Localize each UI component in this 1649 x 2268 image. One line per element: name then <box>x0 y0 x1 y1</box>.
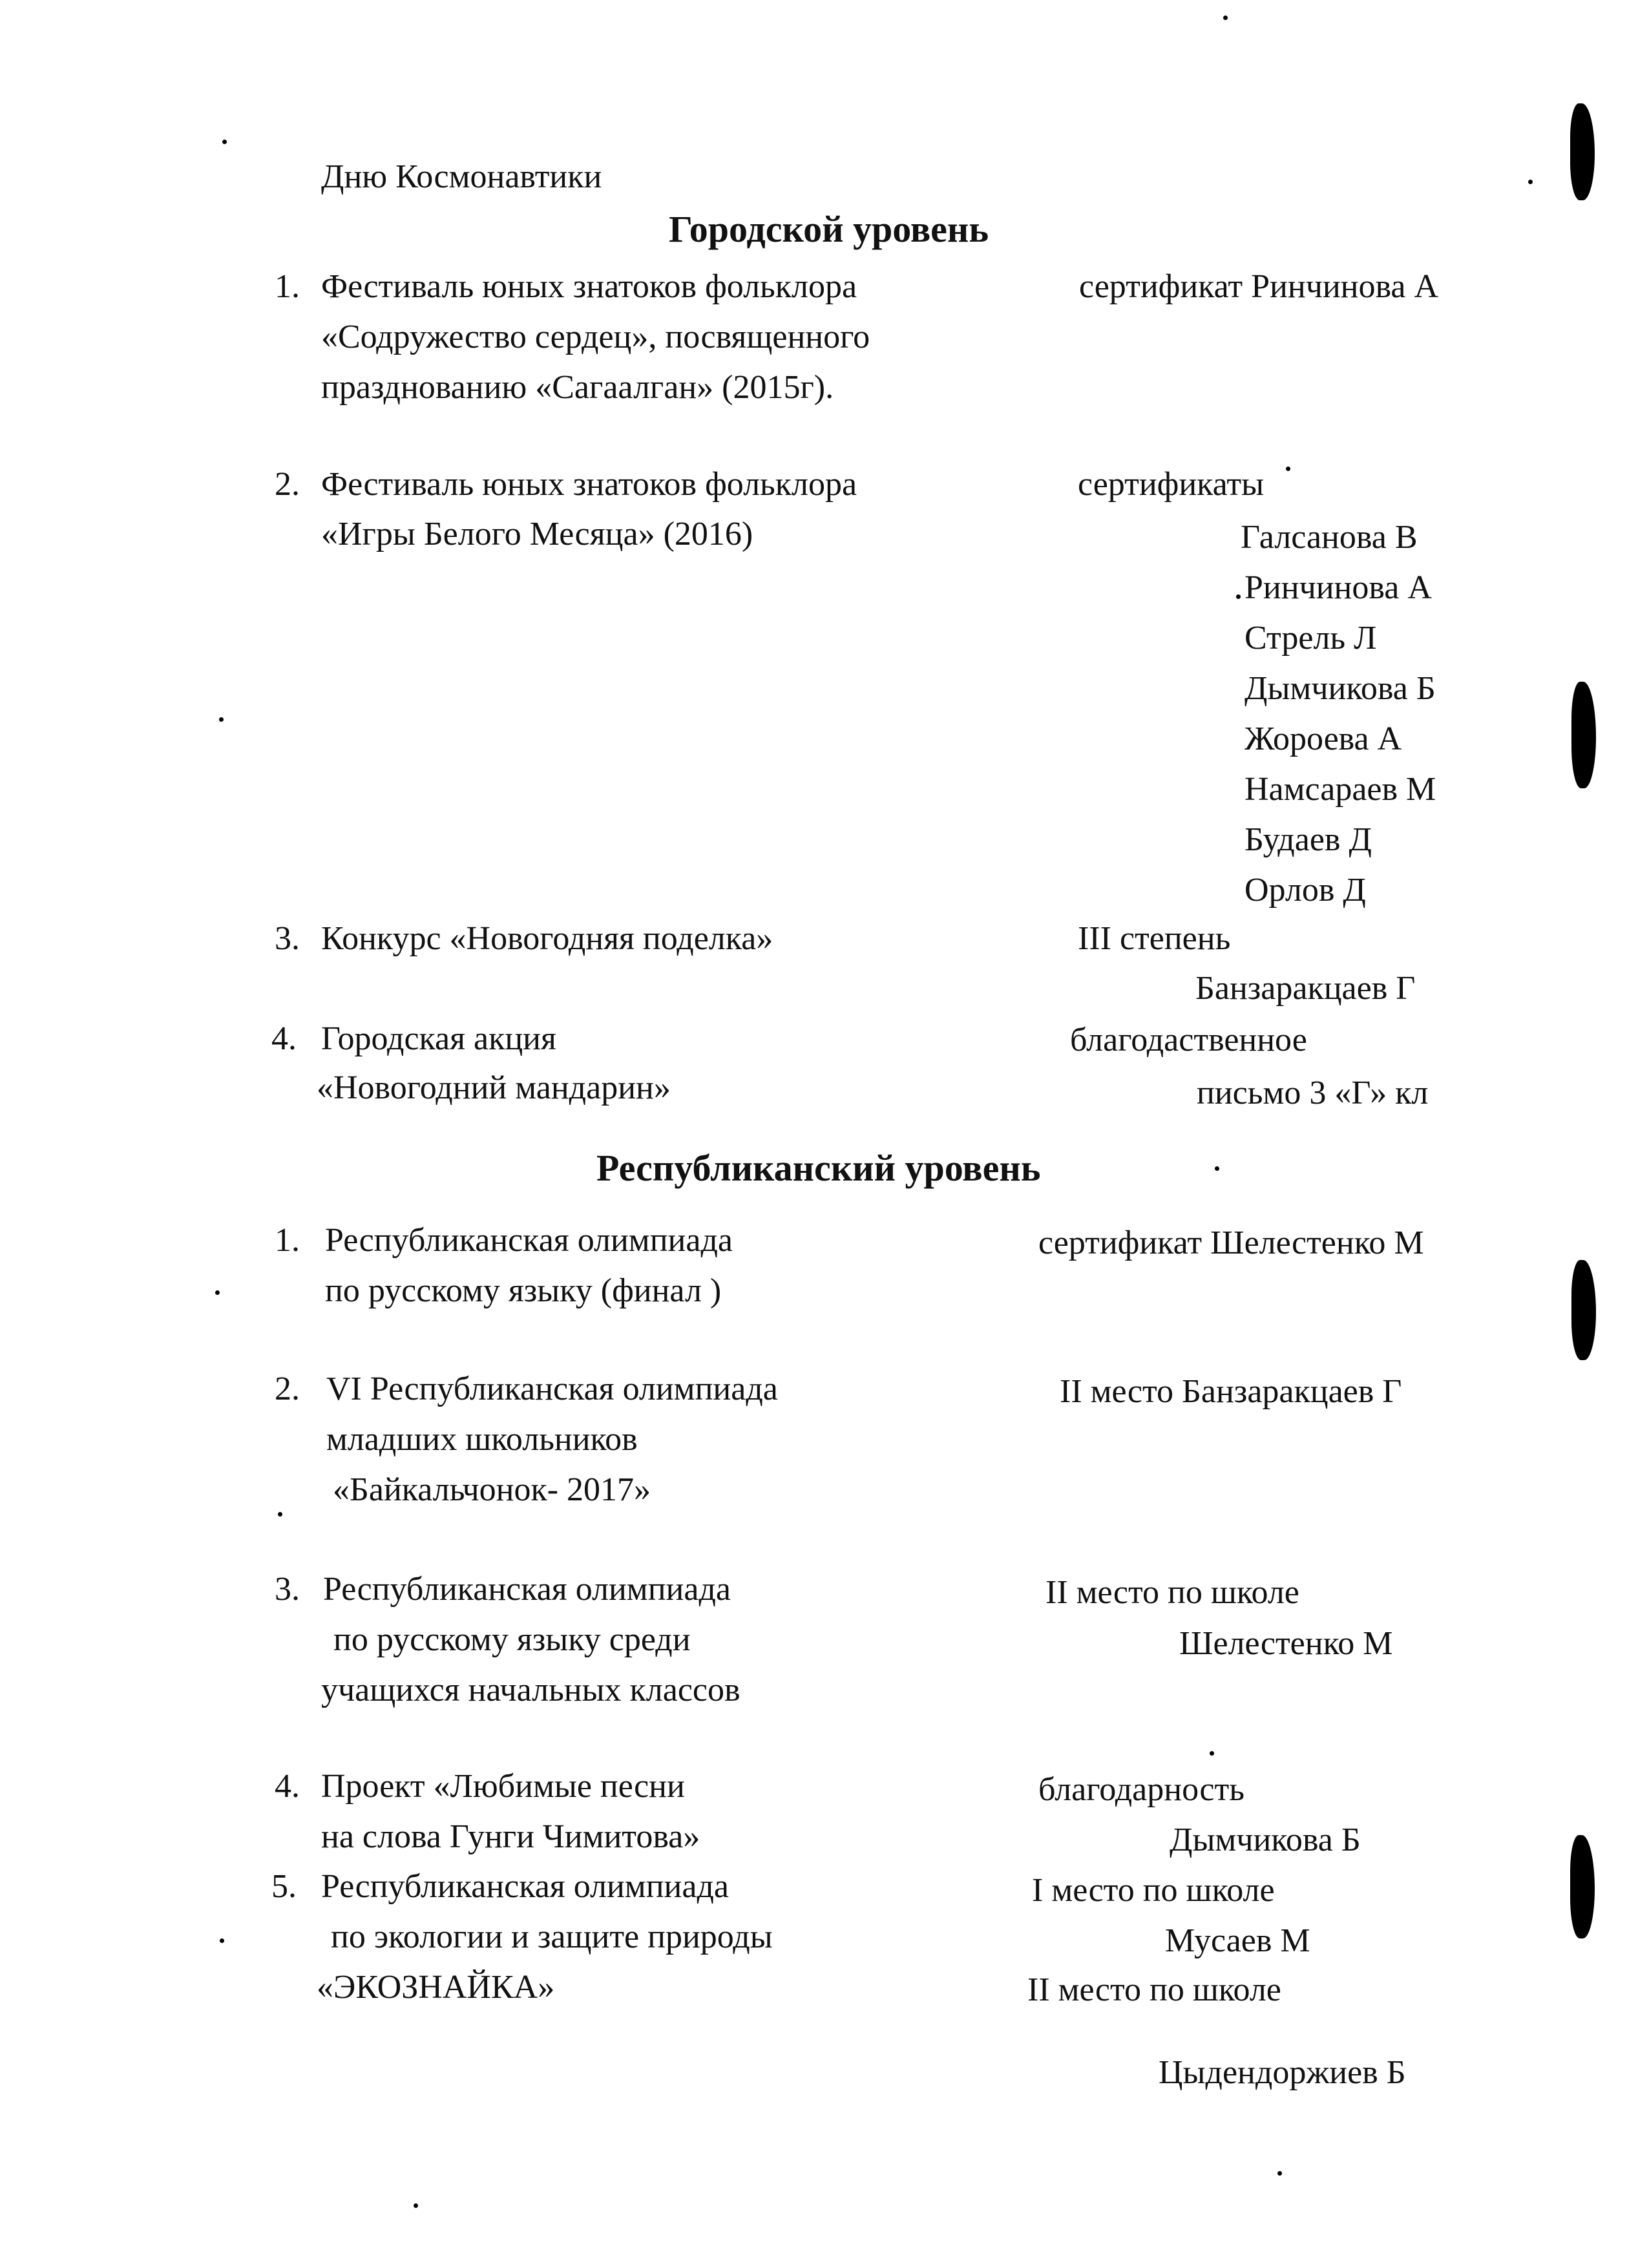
item-number: 2. <box>275 466 300 503</box>
section-heading-city: Городской уровень <box>669 208 989 250</box>
item-result-line: III степень <box>1078 920 1231 957</box>
scan-speck <box>1223 16 1228 20</box>
item-number: 2. <box>275 1370 300 1407</box>
item-result-line: Цыдендоржиев Б <box>1159 2054 1406 2091</box>
item-title-line: по русскому языку (финал ) <box>325 1272 722 1309</box>
item-title-line: Республиканская олимпиада <box>323 1571 731 1608</box>
item-title-line: учащихся начальных классов <box>321 1672 740 1708</box>
scan-speck <box>1286 467 1290 471</box>
item-title-line: «Содружество сердец», посвященного <box>321 319 870 355</box>
item-result-line: Мусаев М <box>1165 1922 1310 1959</box>
scan-speck <box>1277 2171 1282 2176</box>
item-number: 1. <box>275 1222 300 1259</box>
item-title-line: Городская акция <box>321 1020 556 1057</box>
item-title-line: «Байкальчонок- 2017» <box>333 1471 651 1508</box>
intro-line: Дню Космонавтики <box>321 158 602 195</box>
item-result-line: II место Банзаракцаев Г <box>1060 1373 1402 1410</box>
item-number: 4. <box>275 1768 300 1805</box>
binder-hole-mark <box>1571 682 1596 788</box>
binder-hole-mark <box>1571 1260 1596 1360</box>
item-result-line: Орлов Д <box>1245 872 1366 908</box>
item-title-line: Фестиваль юных знатоков фольклора <box>321 466 857 503</box>
item-title-line: празднованию «Сагаалган» (2015г). <box>321 369 834 406</box>
item-result-line: благодаственное <box>1070 1022 1307 1058</box>
item-result-line: II место по школе <box>1027 1971 1281 2008</box>
item-result-line: Банзаракцаев Г <box>1195 970 1416 1007</box>
scan-speck <box>219 717 224 722</box>
item-result-line: Ринчинова А <box>1245 569 1432 606</box>
item-result-line: Намсараев М <box>1245 771 1436 808</box>
item-title-line: по русскому языку среди <box>333 1621 691 1658</box>
scan-speck <box>278 1512 282 1517</box>
item-title-line: Проект «Любимые песни <box>321 1768 685 1805</box>
binder-hole-mark <box>1570 103 1595 200</box>
item-number: 3. <box>275 920 300 957</box>
item-result-line: I место по школе <box>1032 1872 1275 1909</box>
item-number: 1. <box>275 268 300 305</box>
item-number: 4. <box>271 1020 297 1057</box>
item-result-line: Будаев Д <box>1245 821 1372 858</box>
scan-speck <box>220 1938 224 1943</box>
scan-speck <box>215 1290 220 1295</box>
item-result-line: Галсанова В <box>1241 519 1418 556</box>
scan-speck <box>1210 1751 1214 1756</box>
item-result-line: II место по школе <box>1045 1574 1299 1611</box>
item-title-line: Республиканская олимпиада <box>325 1222 733 1259</box>
item-result-line: Стрель Л <box>1245 620 1377 656</box>
item-title-line: VI Республиканская олимпиада <box>326 1370 778 1407</box>
scan-speck <box>1215 1166 1219 1171</box>
item-result-line: благодарность <box>1038 1771 1245 1808</box>
scan-speck <box>1528 180 1533 184</box>
item-title-line: Республиканская олимпиада <box>321 1868 729 1905</box>
item-title-line: младших школьников <box>326 1421 638 1458</box>
item-result-line: сертификат Ринчинова А <box>1079 268 1439 305</box>
item-result-line: Дымчикова Б <box>1170 1822 1361 1858</box>
scan-speck <box>222 140 227 144</box>
section-heading-republic: Республиканский уровень <box>596 1147 1041 1189</box>
scan-speck <box>414 2203 418 2208</box>
item-result-line: Шелестенко М <box>1179 1625 1393 1662</box>
item-number: 5. <box>271 1868 297 1905</box>
item-result-line: сертификаты <box>1078 466 1265 503</box>
item-result-line: письмо 3 «Г» кл <box>1197 1075 1429 1111</box>
item-title-line: «ЭКОЗНАЙКА» <box>317 1969 555 2006</box>
item-title-line: Конкурс «Новогодняя поделка» <box>321 920 773 957</box>
scan-speck <box>1236 594 1241 599</box>
item-result-line: Жороева А <box>1245 720 1402 757</box>
item-result-line: сертификат Шелестенко М <box>1038 1224 1424 1261</box>
item-title-line: Фестиваль юных знатоков фольклора <box>321 268 857 305</box>
item-title-line: по экологии и защите природы <box>331 1918 773 1955</box>
binder-hole-mark <box>1570 1835 1595 1938</box>
item-title-line: «Игры Белого Месяца» (2016) <box>321 516 753 552</box>
item-result-line: Дымчикова Б <box>1245 670 1436 707</box>
item-number: 3. <box>275 1571 300 1608</box>
item-title-line: на слова Гунги Чимитова» <box>321 1818 700 1855</box>
item-title-line: «Новогодний мандарин» <box>317 1069 671 1106</box>
